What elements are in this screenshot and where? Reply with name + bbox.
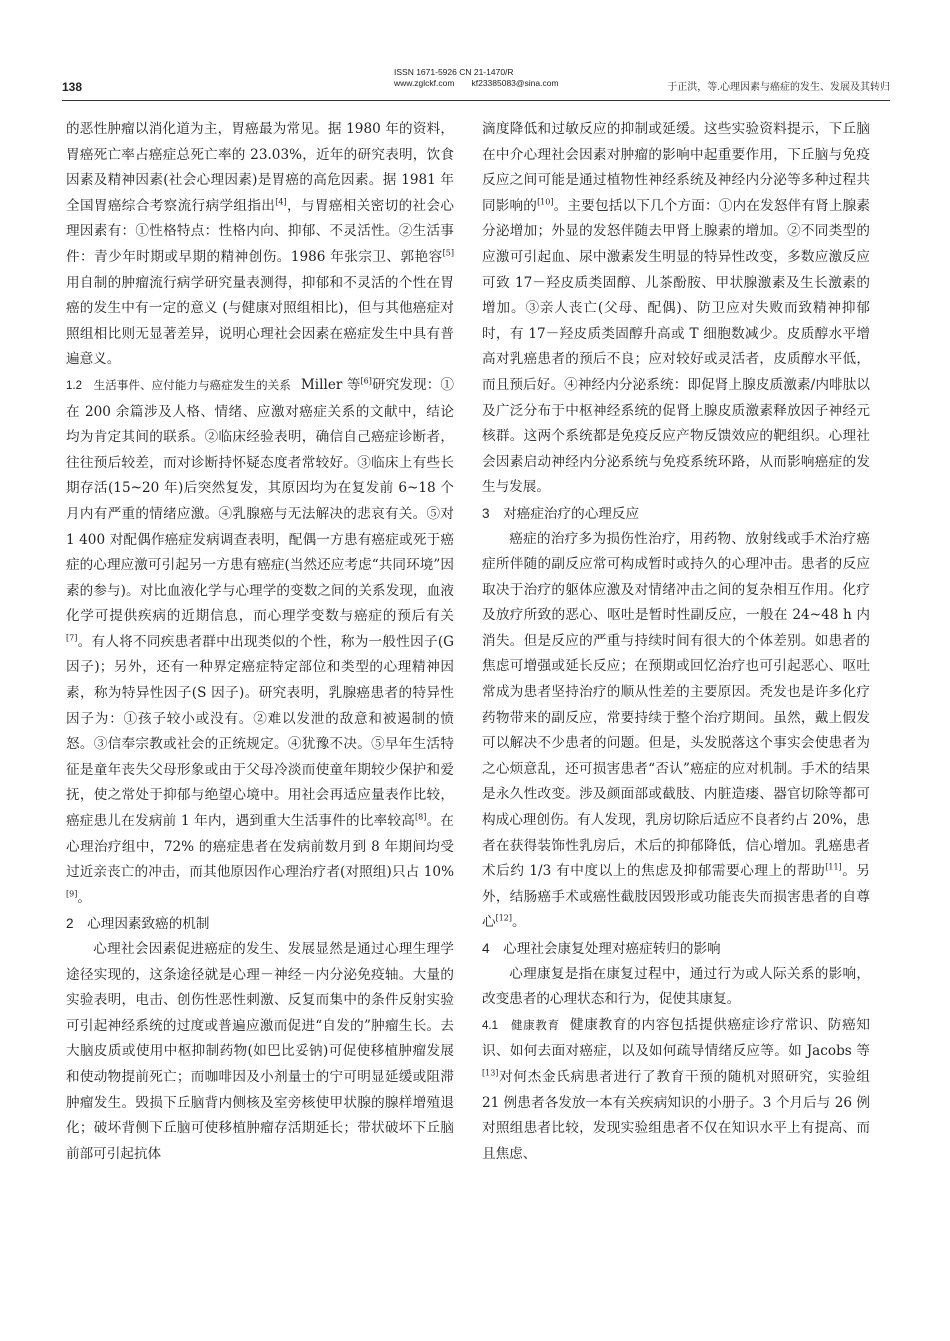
page-number: 138 [62, 80, 83, 94]
citation: [11] [825, 862, 842, 872]
paragraph: 心理社会因素促进癌症的发生、发展显然是通过心理生理学途径实现的，这条途径就是心理－神经－内分泌免疫轴。大量的实验表明，电击、创伤性恶性刺激、反复而集中的条件反射实验可引起神经系统的过度或普遍应激而促进“自发的”肿瘤生长。去大脑皮质或使用中枢抑制药物(如巴比妥钠)可促使移植肿瘤发展和使动物提前死亡；而咖啡因及小剂量士的宁可明显延缓或阻滞肿瘤发生。毁损下丘脑背内侧核及室旁核使甲状腺的腺样增殖退化；破坏背侧下丘脑可使移植肿瘤存活期延长；带状破坏下丘脑前部可引起抗体 [66, 941, 454, 1162]
journal-email: kf23385083@sina.com [471, 78, 559, 88]
page-header [62, 66, 890, 101]
paragraph: 癌症的治疗多为损伤性治疗，用药物、放射线或手术治疗癌症所伴随的副反应常可构成暂时或持久的心理冲击。患者的反应取决于治疗的躯体应激及对情绪冲击之间的复杂相互作用。化疗及放疗所致的恶心、呕吐是暂时性副反应，一般在 24~48 h 内消失。但是反应的严重与持续时间有很大的个体差别。如患者的焦虑可增强或延长反应；在预期或回忆治疗也可引起恶心、呕吐常成为患者坚持治疗的顺从性差的主要原因。秃发也是许多化疗药物带来的副反应，常要持续于整个治疗期间。虽然，戴上假发可以解决不少患者的问题。但是，头发脱落这个事实会使患者为之心烦意乱，还可损害患者“否认”癌症的应对机制。手术的结果是永久性改变。涉及颜面部或截肢、内脏造瘘、器官切除等都可构成心理创伤。有人发现，乳房切除后适应不良者约占 20%，患者在获得装饰性乳房后，术后的抑郁降低，信心增加。乳癌患者术后约 1/3 有中度以上的焦虑及抑郁需要心理上的帮助[11]。另外，结肠癌手术或癌性截肢因毁形或功能丧失而损害患者的自尊心[12]。 [482, 530, 870, 931]
citation: [10] [537, 197, 554, 207]
citation: [13] [482, 1068, 499, 1078]
paragraph: 4.1 健康教育 健康教育的内容包括提供癌症诊疗常识、防癌知识、如何去面对癌症，以及如何疏导情绪反应等。如 Jacobs 等[13]对何杰金氏病患者进行了教育干预的随机对照研究，实验组 21 例患者各发放一本有关疾病知识的小册子。3 个月后与 26 例对照组患者比较，发现实验组患者不仅在知识水平上有提高、而且焦虑、 [482, 1016, 870, 1162]
citation: [4] [275, 197, 287, 207]
journal-contact [394, 78, 559, 89]
paragraph: 心理康复是指在康复过程中，通过行为或人际关系的影响，改变患者的心理状态和行为，促使其康复。 [482, 965, 870, 1008]
section-heading: 4 心理社会康复处理对癌症转归的影响 [482, 941, 721, 956]
citation: [12] [495, 913, 513, 923]
paragraph: 1.2 生活事件、应付能力与癌症发生的关系 Miller 等[6]研究发现：①在 200 余篇涉及人格、情绪、应激对癌症关系的文献中，结论均为肯定其间的联系。②临床经验表明，确信自己癌症诊断者，往往预后较差，而对诊断持怀疑态度者常较好。③临床上有些长期存活(15~20 年)后突然复发，其原因均为在复发前 6~18 个月内有严重的情绪应激。④乳腺癌与无法解决的悲哀有关。⑤对 1 400 对配偶作癌症发病调查表明，配偶一方患有癌症或死于癌症的心理应激可引起另一方患有癌症(当然还应考虑“共同环境”因素的参与)。对比血液化学与心理学的变数之间的关系发现，血液化学可提供疾病的近期信息，而心理学变数与癌症的预后有关[7]。有人将不同疾患者群中出现类似的个性，称为一般性因子(G 因子)；另外，还有一种界定癌症特定部位和类型的心理精神因素，称为特异性因子(S 因子)。研究表明，乳腺癌患者的特异性因子为：①孩子较小或没有。②难以发泄的敌意和被遏制的愤怒。③信奉宗教或社会的正统规定。④犹豫不决。⑤早年生活特征是童年丧失父母形象或由于父母冷淡而使童年期较少保护和爱抚，使之常处于抑郁与绝望心境中。用社会再适应量表作比较，癌症患儿在发病前 1 年内，遇到重大生活事件的比率较高[8]。在心理治疗组中，72% 的癌症患者在发病前数月到 8 年期间均受过近亲丧亡的冲击，而其他原因作心理治疗者(对照组)只占 10%[9]。 [66, 376, 455, 906]
paragraph: 的恶性肿瘤以消化道为主，胃癌最为常见。据 1980 年的资料，胃癌死亡率占癌症总死亡率的 23.03%，近年的研究表明，饮食因素及精神因素(社会心理因素)是胃癌的高危因素。据 1981 年全国胃癌综合考察流行病学组指出[4]，与胃癌相关密切的社会心理因素有：①性格特点：性格内向、抑郁、不灵活性。②生活事件：青少年时期或早期的精神创伤。1986 年张宗卫、郭艳容[5]用自制的肿瘤流行病学研究量表测得，抑郁和不灵活的个性在胃癌的发生中有一定的意义 (与健康对照组相比)，但与其他癌症对照组相比则无显著差异，说明心理社会因素在癌症发生中具有普遍意义。 [66, 121, 455, 368]
journal-website: www.zglckf.com [394, 78, 455, 88]
citation: [7] [66, 633, 78, 643]
citation: [9] [66, 889, 78, 899]
citation: [6] [360, 376, 372, 386]
citation: [5] [442, 248, 454, 258]
left-column [66, 117, 454, 1167]
citation: [8] [415, 812, 427, 822]
paragraph: 滴度降低和过敏反应的抑制或延缓。这些实验资料提示，下丘脑在中介心理社会因素对肿瘤的影响中起重要作用，下丘脑与免疫反应之间可能是通过植物性神经系统及神经内分泌等多种过程共同影响的[10]。主要包括以下几个方面：①内在发怒伴有肾上腺素分泌增加；外显的发怒伴随去甲肾上腺素的增加。②不同类型的应激可引起血、尿中激素发生明显的特异性改变，多数应激反应可致 17－羟皮质类固醇、儿茶酚胺、甲状腺激素及生长激素的增加。③亲人丧亡(父母、配偶)、防卫应对失败而致精神抑郁时，有 17－羟皮质类固醇升高或 T 细胞数减少。皮质醇水平增高对乳癌患者的预后不良；应对较好或灵活者，皮质醇水平低，而且预后好。④神经内分泌系统：即促肾上腺皮质激素/内啡肽以及广泛分布于中枢神经系统的促肾上腺皮质激素释放因子神经元核群。这两个系统都是免疫反应产物反馈效应的靶组织。心理社会因素启动神经内分泌系统与免疫系统环路，从而影响癌症的发生与发展。 [482, 121, 871, 496]
running-title: 于正洪，等.心理因素与癌症的发生、发展及其转归 [667, 82, 890, 93]
section-heading: 2 心理因素致癌的机制 [66, 916, 210, 932]
subsection-heading: 1.2 生活事件、应付能力与癌症发生的关系 [66, 379, 291, 392]
issn-line: ISSN 1671-5926 CN 21-1470/R [394, 67, 514, 77]
right-column [482, 117, 870, 1167]
journal-info [394, 67, 559, 89]
subsection-heading: 4.1 健康教育 [482, 1019, 560, 1032]
section-heading: 3 对癌症治疗的心理反应 [482, 505, 640, 521]
